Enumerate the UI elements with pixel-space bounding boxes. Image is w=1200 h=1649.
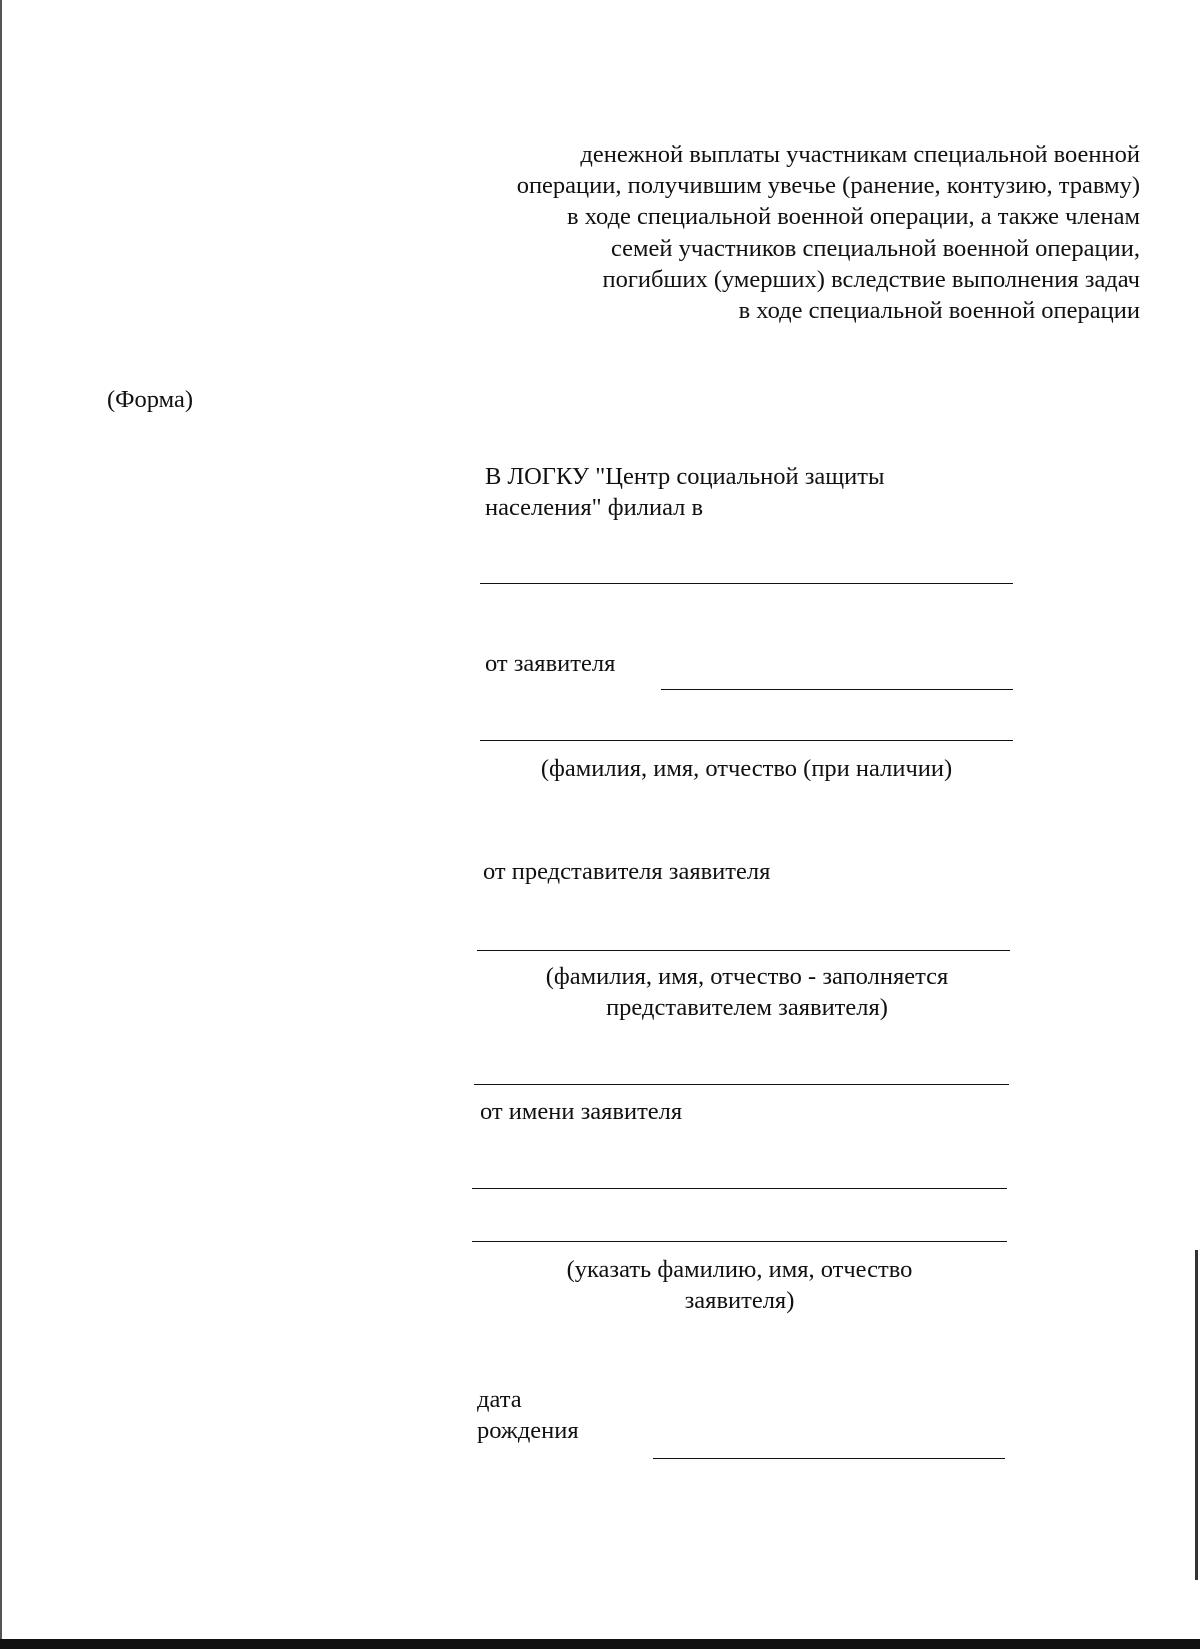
on-behalf-label: от имени заявителя (480, 1098, 683, 1125)
representative-label: от представителя заявителя (483, 858, 771, 885)
on-behalf-field-line-1[interactable] (472, 1188, 1007, 1189)
addressee-line-1: В ЛОГКУ "Центр социальной защиты (485, 463, 885, 490)
header-line: в ходе специальной военной операции, а также членам (567, 203, 1140, 231)
header-appendix-text (380, 139, 1140, 326)
representative-hint-line-1: (фамилия, имя, отчество - заполняется (545, 963, 949, 990)
applicant-name-field-line-1[interactable] (661, 689, 1013, 690)
header-line: операции, получившим увечье (ранение, контузию, травму) (516, 172, 1140, 200)
header-line: погибших (умерших) вследствие выполнения задач (602, 265, 1140, 293)
on-behalf-hint-line-2: заявителя) (684, 1287, 795, 1314)
scan-right-edge (1195, 1250, 1198, 1580)
form-label: (Форма) (107, 386, 194, 413)
representative-field-line[interactable] (477, 950, 1010, 951)
scan-left-edge (0, 0, 2, 1649)
on-behalf-hint-line-1: (указать фамилию, имя, отчество (566, 1256, 913, 1283)
scan-bottom-edge (0, 1639, 1200, 1649)
birth-date-label-line-1: дата (477, 1386, 522, 1413)
header-line: в ходе специальной военной операции (738, 297, 1140, 325)
representative-extra-field-line[interactable] (474, 1084, 1009, 1085)
birth-date-field-line[interactable] (653, 1458, 1005, 1459)
applicant-name-field-line-2[interactable] (480, 740, 1013, 741)
header-line: семей участников специальной военной операции, (610, 234, 1140, 262)
on-behalf-field-line-2[interactable] (472, 1241, 1007, 1242)
applicant-label: от заявителя (485, 650, 616, 677)
birth-date-label-line-2: рождения (477, 1417, 579, 1444)
representative-hint-line-2: представителем заявителя) (606, 994, 888, 1021)
addressee-line-2: населения" филиал в (485, 494, 704, 521)
applicant-hint: (фамилия, имя, отчество (при наличии) (540, 755, 953, 782)
branch-field-line[interactable] (480, 583, 1013, 584)
header-line: денежной выплаты участникам специальной военной (580, 141, 1140, 168)
